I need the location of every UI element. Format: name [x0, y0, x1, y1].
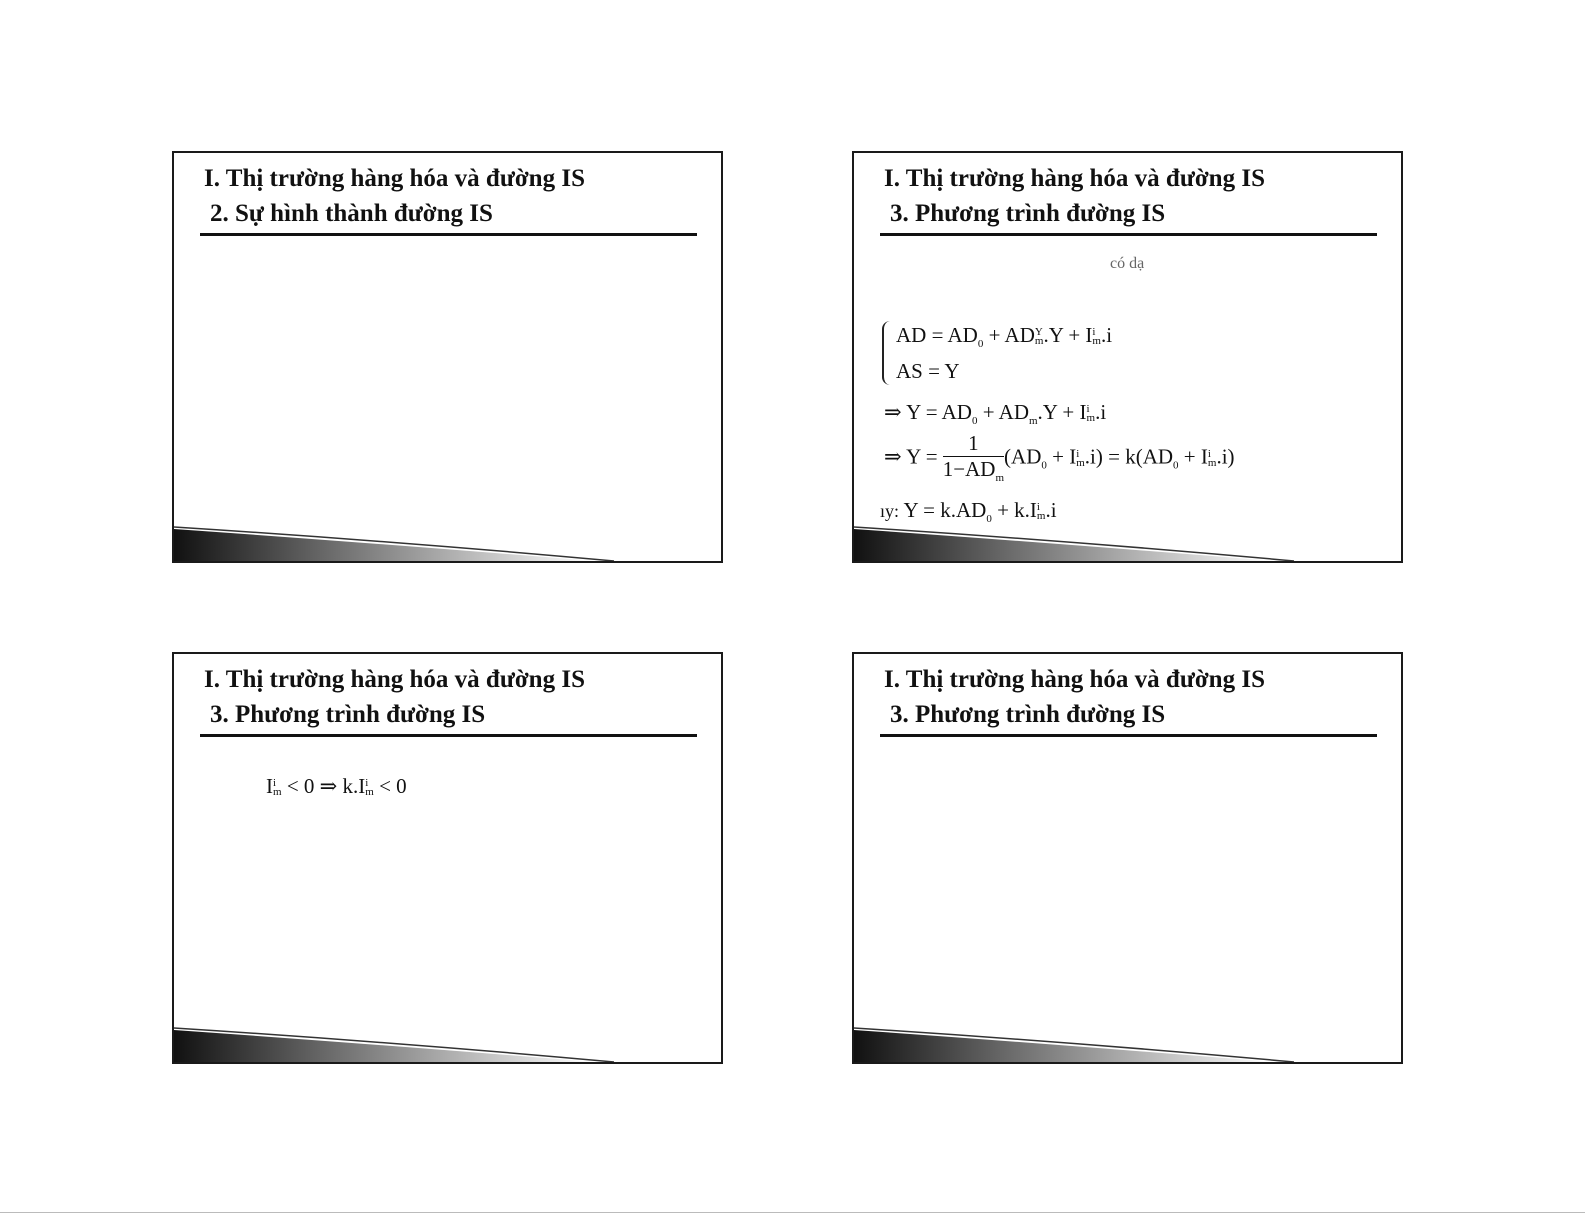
inequality: I i m < 0 ⇒ k.I i m < 0	[266, 774, 407, 799]
title-underline	[880, 233, 1377, 236]
corner-swoosh	[854, 521, 1403, 561]
slide-title	[884, 662, 1265, 732]
slide-3	[172, 652, 723, 1064]
corner-swoosh	[174, 521, 723, 561]
title-underline	[880, 734, 1377, 737]
slide-1	[172, 151, 723, 563]
title-underline	[200, 734, 697, 737]
equation-ad: AD = $AD_0$ + AD Y m .Y + I i m .i	[896, 323, 1113, 351]
equation-line-5: ıy: $Y = k.AD_0 + k.I$ i m .i	[880, 498, 1057, 526]
slide-title	[884, 161, 1265, 231]
slide-heading: I. Thị trường hàng hóa và đường IS	[884, 666, 1265, 693]
page-bottom-rule	[0, 1212, 1585, 1213]
slide-subheading: 3. Phương trình đường IS	[890, 701, 1166, 728]
corner-swoosh	[174, 1022, 723, 1062]
slide-heading: I. Thị trường hàng hóa và đường IS	[204, 165, 585, 192]
slide-title	[204, 161, 585, 231]
equation-as: AS = Y	[896, 359, 960, 383]
system-brace	[882, 321, 894, 385]
equation-line-4: ⇒ Y = $\frac{1}{1-AD_m}$ ($AD_0 + I$ i m $.i) = k(AD_0 + I$ i m .i)	[884, 431, 1235, 485]
slide-2	[852, 151, 1403, 563]
corner-swoosh	[854, 1022, 1403, 1062]
slide-title	[204, 662, 585, 732]
slide-subheading: 3. Phương trình đường IS	[210, 701, 486, 728]
title-underline	[200, 233, 697, 236]
cropped-text-fragment: có dạ	[1110, 255, 1145, 272]
slide-subheading: 2. Sự hình thành đường IS	[210, 200, 493, 227]
slide-4	[852, 652, 1403, 1064]
slide-subheading: 3. Phương trình đường IS	[890, 200, 1166, 227]
slide-heading: I. Thị trường hàng hóa và đường IS	[884, 165, 1265, 192]
slide-heading: I. Thị trường hàng hóa và đường IS	[204, 666, 585, 693]
equation-line-3: ⇒ $Y = AD_0 + AD_m.Y + I$ i m .i	[884, 400, 1107, 428]
fraction: $\frac{1}{1-AD_m}$	[942, 431, 1005, 485]
